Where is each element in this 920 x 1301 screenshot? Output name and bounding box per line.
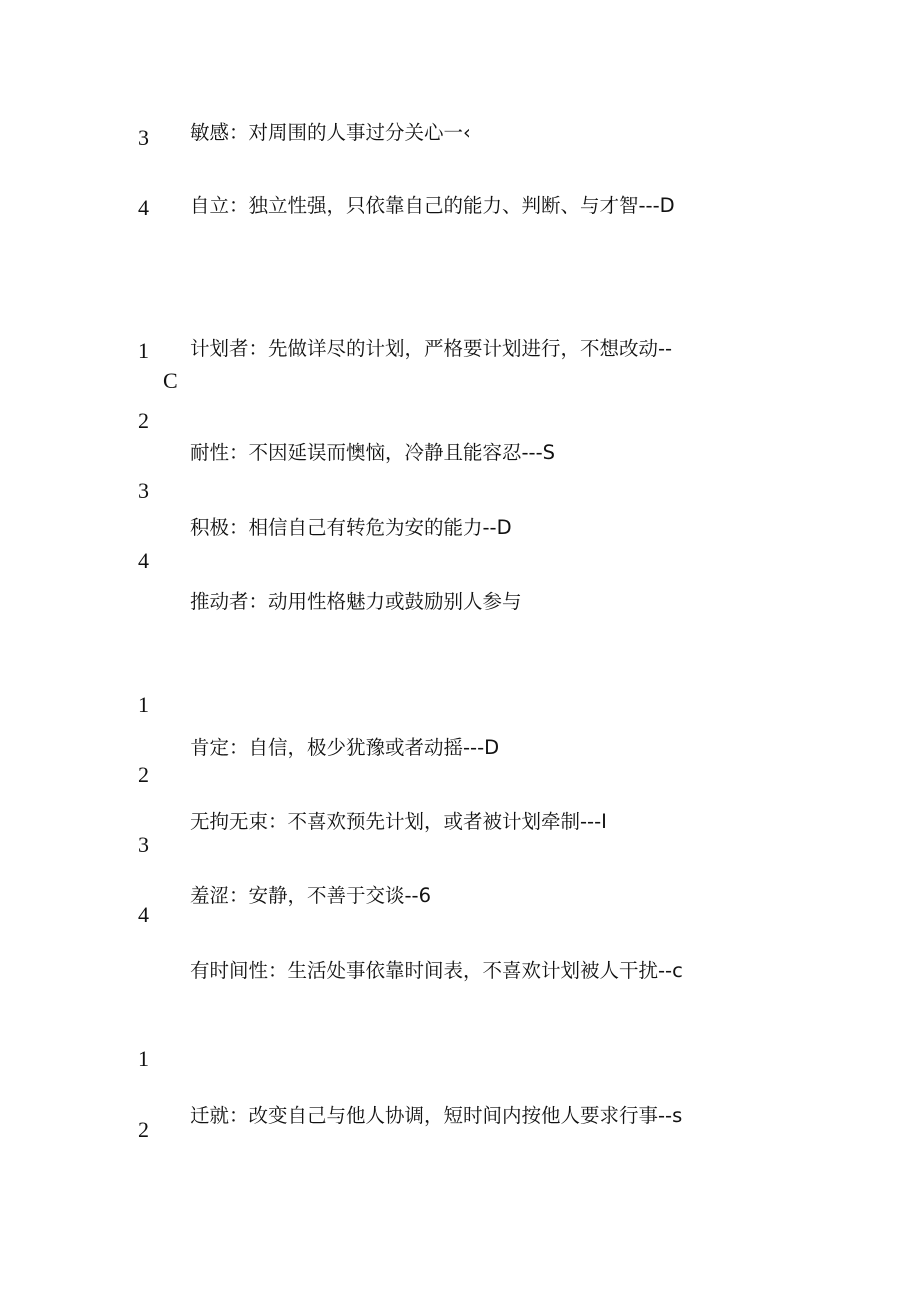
item-text: 肯定：自信，极少犹豫或者动摇---D xyxy=(190,736,500,759)
item-number: 4 xyxy=(138,902,149,927)
item-number: 2 xyxy=(138,762,149,787)
item-number: 2 xyxy=(138,1117,149,1142)
item-text: 自立：独立性强，只依靠自己的能力、判断、与才智---D xyxy=(190,194,675,217)
item-number: 1 xyxy=(138,338,149,363)
item-number: 3 xyxy=(138,832,149,857)
item-number: 3 xyxy=(138,478,149,503)
item-text: 计划者：先做详尽的计划，严格要计划进行，不想改动-- xyxy=(190,337,673,360)
item-text: 有时间性：生活处事依靠时间表，不喜欢计划被人干扰--c xyxy=(190,959,683,982)
item-text: 敏感：对周围的人事过分关心一‹ xyxy=(190,121,471,144)
item-text: 推动者：动用性格魅力或鼓励别人参与 xyxy=(190,590,522,613)
item-number: 3 xyxy=(138,125,149,150)
item-number: 1 xyxy=(138,1046,149,1071)
item-number: 1 xyxy=(138,692,149,717)
item-number: 4 xyxy=(138,195,149,220)
item-number: 4 xyxy=(138,548,149,573)
item-text: 迁就：改变自己与他人协调，短时间内按他人要求行事--s xyxy=(190,1104,683,1127)
item-text: 耐性：不因延误而懊恼，冷静且能容忍---S xyxy=(190,441,555,464)
item-text: 积极：相信自己有转危为安的能力--D xyxy=(190,516,512,539)
item-text-continuation: C xyxy=(163,368,178,393)
item-number: 2 xyxy=(138,408,149,433)
item-text: 无拘无束：不喜欢预先计划，或者被计划牵制---I xyxy=(190,810,607,833)
item-text: 羞涩：安静，不善于交谈--6 xyxy=(190,884,431,907)
